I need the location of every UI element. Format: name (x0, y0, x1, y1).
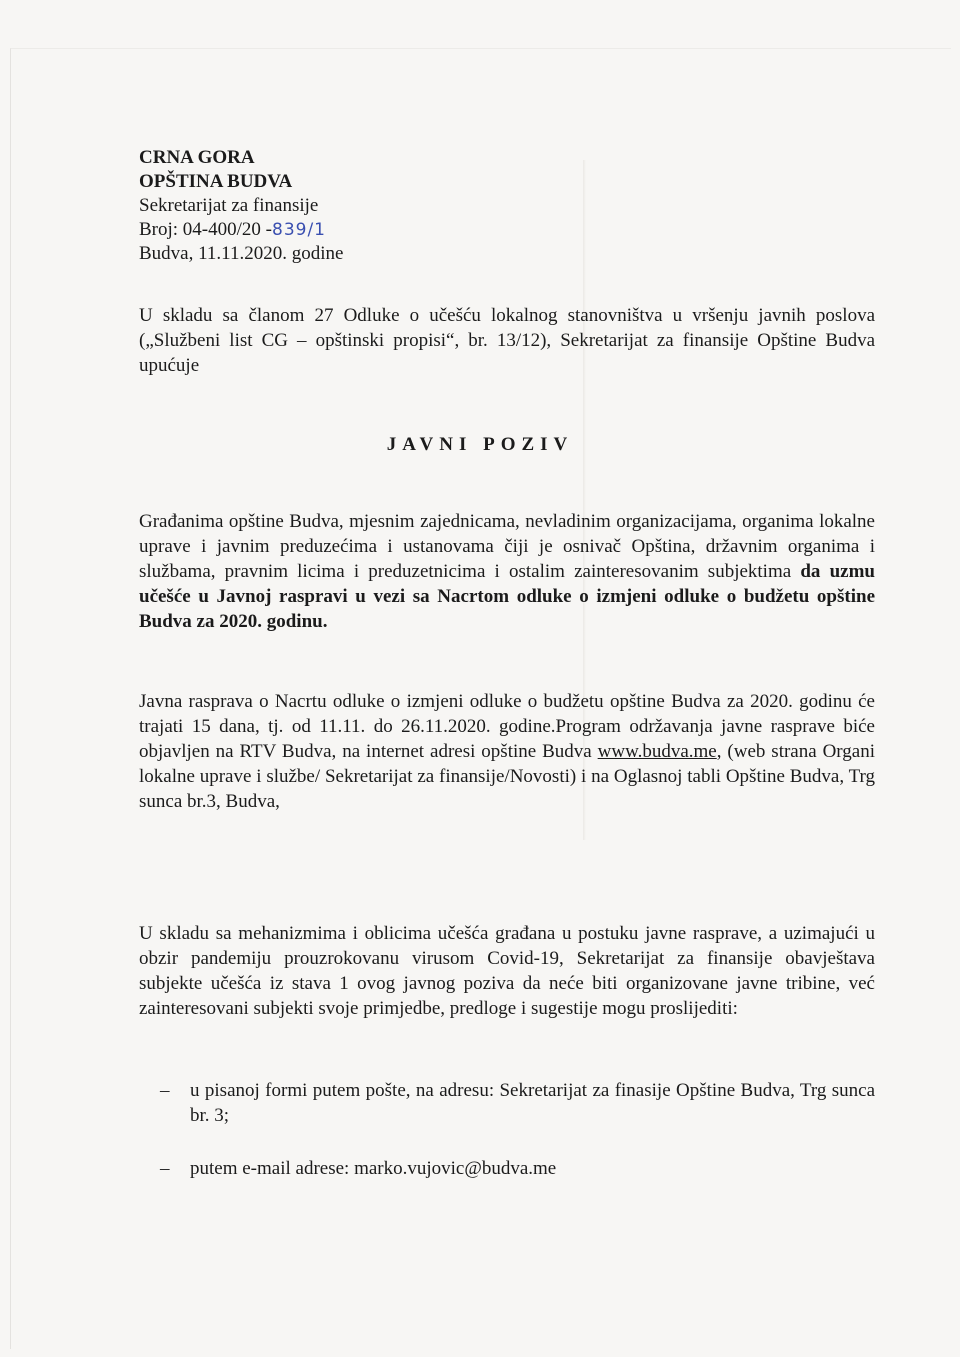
list-dash: – (160, 1158, 170, 1179)
paragraph-covid-notice (139, 921, 875, 1021)
reference-number (139, 218, 539, 242)
handwritten-number: 839/1 (272, 220, 326, 240)
invitation-recipients: Građanima opštine Budva, mjesnim zajednicama, nevladinim organizacijama, organima lokalne uprave i javnim preduzećima i ustanovama čiji je osnivač Opština, državnim organima i službama, pravnim licima i preduzetnicima i ostalim zainteresovanim subjektima (139, 511, 875, 582)
department-name: Sekretarijat za finansije (139, 195, 319, 216)
paragraph-invitation (139, 509, 875, 634)
municipality-name: OPŠTINA BUDVA (139, 171, 293, 192)
invitation-text (139, 509, 875, 634)
letterhead (139, 146, 539, 266)
covid-notice-text: U skladu sa mehanizmima i oblicima učešća građana u postuku javne rasprave, a uzimajući u obzir pandemiju prouzrokovanu virusom Covid-19, Sekretarijat za finansije obavještava subjekte učešća iz stava 1 ovog javnog poziva da neće biti organizovane javne tribine, već zainteresovani subjekti svoje primjedbe, predloge i sugestije mogu proslijediti: (139, 923, 875, 1019)
invitation-purpose: da uzmu učešće u Javnoj raspravi u vezi sa Nacrtom odluke o izmjeni odluke o budžetu opštine Budva za 2020. godinu. (139, 561, 875, 632)
list-item (160, 1156, 875, 1181)
list-item-text: u pisanoj formi putem pošte, na adresu: Sekretarijat za finasije Opštine Budva, Trg sunca br. 3; (190, 1080, 875, 1126)
duration-text-2: , (web strana Organi lokalne uprave i službe/ Sekretarijat za finansije/Novosti) i na Oglasnoj tabli Opštine Budva, Trg sunca br.3, Budva, (139, 741, 876, 812)
list-dash: – (160, 1080, 170, 1101)
intro-paragraph (139, 303, 875, 378)
paragraph-duration (139, 689, 875, 814)
reference-number-label: Broj: 04-400/20 - (139, 219, 272, 240)
duration-text-1: Javna rasprava o Nacrtu odluke o izmjeni odluke o budžetu opštine Budva za 2020. godinu će trajati 15 dana, tj. od 11.11. do 26.11.2020. godine.Program održavanja javne rasprave biće objavljen na RTV Budva, na internet adresi opštine Budva (139, 691, 875, 762)
place-date: Budva, 11.11.2020. godine (139, 243, 344, 264)
duration-text (139, 689, 875, 814)
intro-text: U skladu sa članom 27 Odluke o učešću lokalnog stanovništva u vršenju javnih poslova („Službeni list CG – opštinski propisi“, br. 13/12), Sekretarijat za finansije Opštine Budva upućuje (139, 305, 875, 376)
list-item-text: putem e-mail adrese: marko.vujovic@budva.me (190, 1158, 557, 1179)
country-name: CRNA GORA (139, 147, 255, 168)
website-link[interactable]: www.budva.me (597, 741, 717, 762)
list-item (160, 1078, 875, 1128)
document-title: JAVNI POZIV (386, 434, 574, 455)
